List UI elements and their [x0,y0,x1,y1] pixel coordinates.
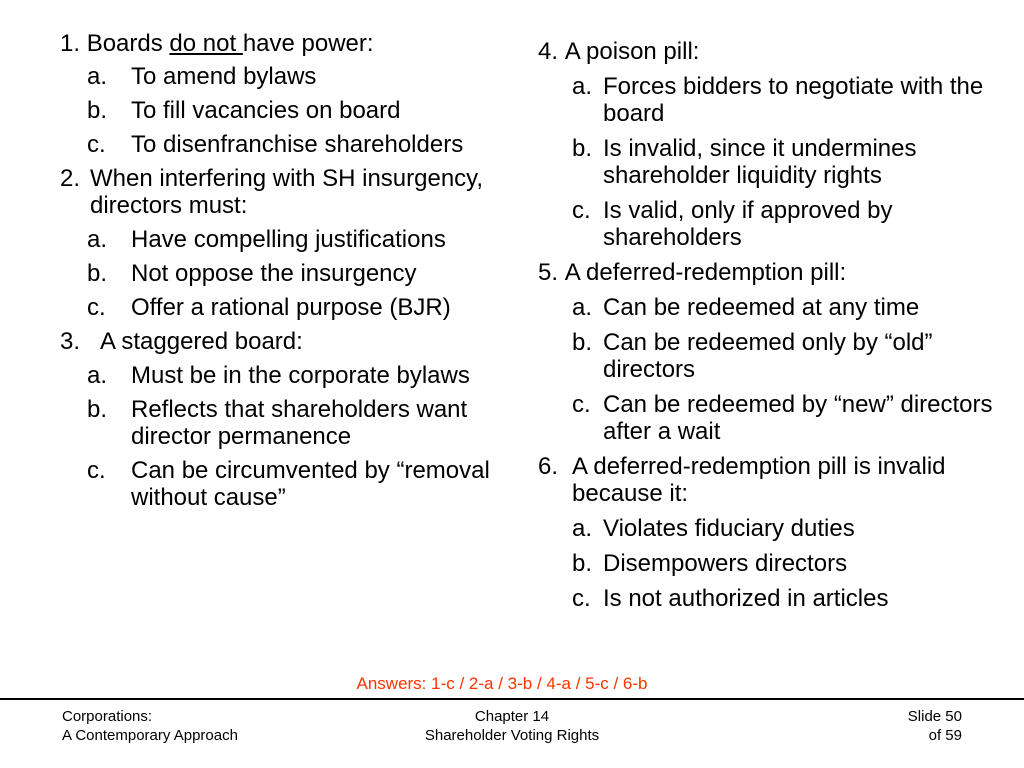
question-6-option-b [538,550,998,577]
option-text: Is valid, only if approved by shareholders [603,197,893,251]
option-text: Can be redeemed by “new” directors after a wait [603,391,993,445]
answer-key: Answers: 1-c / 2-a / 3-b / 4-a / 5-c / 6-b [356,674,648,693]
question-6 [538,453,998,507]
question-4 [538,38,998,65]
option-text: Reflects that shareholders want director permanence [131,396,468,450]
question-5-text: A deferred-redemption pill: [564,259,847,286]
option-text: Must be in the corporate bylaws [131,362,470,389]
question-2-option-c [60,294,490,321]
question-5-option-c [538,391,998,445]
question-4-text: A poison pill: [564,38,700,65]
option-letter: c. [87,294,106,321]
option-letter: a. [87,63,108,90]
question-2-text: When interfering with SH insurgency, directors must: [90,165,484,219]
footer-chapter-number: Chapter 14 [474,708,550,725]
question-4-option-a [538,73,998,127]
question-1-option-b [60,97,490,124]
footer-slide-number [908,707,962,745]
option-letter: c. [572,391,591,418]
question-1-text-before: Boards [86,30,170,57]
footer-slide-current: Slide 50 [907,708,962,725]
question-4-option-b [538,135,998,189]
option-text: Have compelling justifications [131,226,446,253]
footer-slide-total: of 59 [928,727,962,744]
question-5-number: 5. [538,259,559,286]
question-1-text-after: have power: [242,30,374,57]
option-text: To amend bylaws [131,63,317,90]
question-6-option-a [538,515,998,542]
option-letter: a. [87,226,108,253]
option-text: Can be redeemed at any time [603,294,920,321]
question-1-underlined-text: do not [169,30,243,57]
option-letter: b. [87,396,108,423]
question-6-number: 6. [538,453,559,480]
footer-divider [0,698,1024,700]
option-text: Not oppose the insurgency [131,260,417,287]
question-6-option-c [538,585,998,612]
footer-book-title [62,707,238,745]
footer-chapter-title: Shareholder Voting Rights [424,727,600,744]
option-letter: a. [572,73,593,100]
right-question-column [538,30,998,620]
option-text: Forces bidders to negotiate with the board [603,73,984,127]
question-2 [60,165,490,219]
option-letter: c. [87,131,106,158]
question-3-text: A staggered board: [100,328,303,355]
question-3-option-a [60,362,490,389]
question-3-number: 3. [60,328,81,355]
question-1-number: 1. [60,30,81,57]
option-text: Disempowers directors [603,550,848,577]
question-3-option-b [60,396,490,450]
question-5-option-b [538,329,998,383]
option-letter: b. [87,97,108,124]
option-text: Is invalid, since it undermines shareholder liquidity rights [603,135,917,189]
footer-book-line-1: Corporations: [62,708,153,725]
option-text: Offer a rational purpose (BJR) [131,294,451,321]
option-letter: c. [572,197,591,224]
option-letter: b. [572,329,593,356]
option-text: Violates fiduciary duties [603,515,855,542]
option-letter: b. [572,550,593,577]
option-text: To disenfranchise shareholders [131,131,464,158]
option-letter: b. [87,260,108,287]
option-letter: a. [87,362,108,389]
question-2-number: 2. [60,165,81,192]
footer-chapter [412,707,612,745]
option-letter: a. [572,515,593,542]
question-5-option-a [538,294,998,321]
option-text: Can be redeemed only by “old” directors [603,329,933,383]
option-letter: a. [572,294,593,321]
option-letter: c. [87,457,106,484]
option-text: To fill vacancies on board [131,97,401,124]
footer-book-line-2: A Contemporary Approach [62,727,238,744]
question-1 [60,30,490,57]
question-5 [538,259,998,286]
question-6-text: A deferred-redemption pill is invalid because it: [572,453,946,507]
question-4-option-c [538,197,998,251]
option-letter: b. [572,135,593,162]
question-1-text [87,30,490,57]
question-4-number: 4. [538,38,559,65]
question-1-option-c [60,131,490,158]
left-question-column [60,30,490,518]
question-2-option-b [60,260,490,287]
question-2-option-a [60,226,490,253]
option-letter: c. [572,585,591,612]
question-3-option-c [60,457,490,511]
question-3 [60,328,490,355]
option-text: Can be circumvented by “removal without cause” [131,457,490,511]
option-text: Is not authorized in articles [603,585,889,612]
question-1-option-a [60,63,490,90]
